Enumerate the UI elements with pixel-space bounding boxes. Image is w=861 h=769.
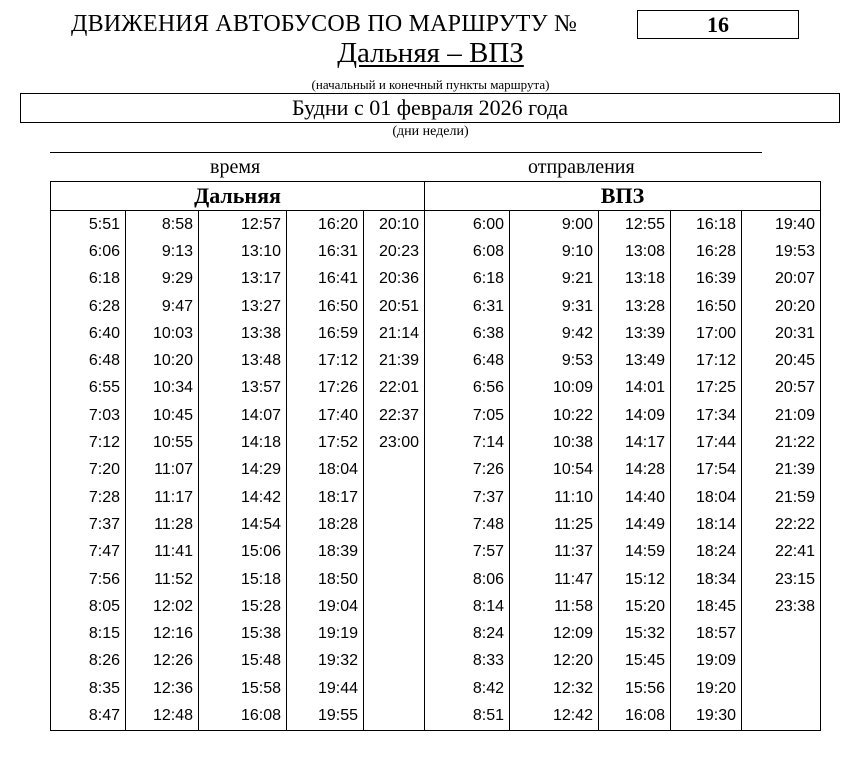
departure-time-cell: 23:00: [364, 429, 425, 456]
departure-time-cell: 18:24: [671, 539, 742, 566]
departure-time-cell: 8:05: [51, 593, 126, 620]
departure-time-cell: 12:48: [126, 702, 199, 730]
departure-time-cell: 7:26: [425, 457, 510, 484]
days-caption: (дни недели): [392, 124, 469, 139]
departure-time-cell: [364, 702, 425, 730]
departure-time-cell: 13:17: [199, 266, 287, 293]
departure-time-cell: 18:14: [671, 511, 742, 538]
departure-time-cell: 8:33: [425, 648, 510, 675]
departure-time-cell: 17:12: [287, 347, 364, 374]
departure-time-cell: [364, 648, 425, 675]
departure-time-cell: 8:58: [126, 211, 199, 239]
departure-time-cell: 17:00: [671, 320, 742, 347]
departure-time-cell: 16:50: [671, 293, 742, 320]
departure-time-cell: 14:29: [199, 457, 287, 484]
departure-time-cell: 15:12: [599, 566, 671, 593]
departure-time-cell: 13:38: [199, 320, 287, 347]
departure-time-cell: 18:34: [671, 566, 742, 593]
departure-time-cell: 8:15: [51, 620, 126, 647]
departure-time-cell: 15:20: [599, 593, 671, 620]
departure-time-cell: [364, 539, 425, 566]
table-row: [51, 293, 821, 320]
departure-time-cell: 10:22: [510, 402, 599, 429]
departure-time-cell: 19:55: [287, 702, 364, 730]
departure-time-cell: 21:39: [364, 347, 425, 374]
departure-time-cell: 18:57: [671, 620, 742, 647]
departure-time-cell: 10:55: [126, 429, 199, 456]
departure-time-cell: 10:34: [126, 375, 199, 402]
departure-time-cell: 7:37: [51, 511, 126, 538]
departure-time-cell: 8:06: [425, 566, 510, 593]
departure-time-cell: 21:59: [742, 484, 821, 511]
table-row: [51, 429, 821, 456]
departure-time-cell: 18:04: [287, 457, 364, 484]
departure-time-cell: 6:08: [425, 238, 510, 265]
departure-time-cell: 9:13: [126, 238, 199, 265]
departure-time-cell: 6:48: [425, 347, 510, 374]
departure-time-cell: [364, 511, 425, 538]
departure-time-cell: 12:32: [510, 675, 599, 702]
departure-time-cell: 7:03: [51, 402, 126, 429]
departure-time-cell: 10:09: [510, 375, 599, 402]
departure-time-cell: 19:09: [671, 648, 742, 675]
departure-time-cell: 18:45: [671, 593, 742, 620]
departure-time-cell: 9:29: [126, 266, 199, 293]
departure-time-cell: 20:45: [742, 347, 821, 374]
departure-time-cell: 19:20: [671, 675, 742, 702]
departure-time-cell: 11:41: [126, 539, 199, 566]
departure-time-cell: 22:01: [364, 375, 425, 402]
departure-time-cell: 20:57: [742, 375, 821, 402]
departure-time-cell: 8:42: [425, 675, 510, 702]
departure-time-cell: 16:18: [671, 211, 742, 239]
departure-time-cell: 12:09: [510, 620, 599, 647]
departure-time-cell: 6:48: [51, 347, 126, 374]
departure-time-cell: 9:10: [510, 238, 599, 265]
stop-header-dalnyaya: Дальняя: [51, 182, 425, 211]
departure-time-cell: 7:28: [51, 484, 126, 511]
departure-time-cell: 14:49: [599, 511, 671, 538]
departure-time-cell: 17:25: [671, 375, 742, 402]
departure-time-cell: 11:52: [126, 566, 199, 593]
departure-time-cell: 15:18: [199, 566, 287, 593]
departure-time-cell: [364, 593, 425, 620]
departure-time-cell: 10:38: [510, 429, 599, 456]
table-row: [51, 620, 821, 647]
departure-time-cell: 16:41: [287, 266, 364, 293]
departure-time-cell: 15:45: [599, 648, 671, 675]
departure-time-cell: 5:51: [51, 211, 126, 239]
departure-time-cell: 15:38: [199, 620, 287, 647]
timetable-body: [51, 211, 821, 731]
departure-time-cell: 8:47: [51, 702, 126, 730]
departure-time-cell: 12:20: [510, 648, 599, 675]
departure-time-cell: 17:26: [287, 375, 364, 402]
departure-time-cell: 10:54: [510, 457, 599, 484]
departure-time-cell: 6:38: [425, 320, 510, 347]
departure-time-cell: 14:28: [599, 457, 671, 484]
departure-time-cell: 11:17: [126, 484, 199, 511]
departure-time-cell: 12:42: [510, 702, 599, 730]
departure-time-cell: 23:38: [742, 593, 821, 620]
departure-time-cell: [364, 620, 425, 647]
departure-time-cell: 10:03: [126, 320, 199, 347]
timetable: [50, 181, 821, 731]
departure-time-cell: 13:48: [199, 347, 287, 374]
departure-time-cell: 19:40: [742, 211, 821, 239]
departure-time-cell: 14:09: [599, 402, 671, 429]
departure-time-cell: 8:35: [51, 675, 126, 702]
table-row: [51, 511, 821, 538]
departure-time-cell: 12:26: [126, 648, 199, 675]
departure-time-cell: 10:20: [126, 347, 199, 374]
departure-time-cell: 16:39: [671, 266, 742, 293]
departure-time-cell: 13:49: [599, 347, 671, 374]
departure-time-cell: 17:44: [671, 429, 742, 456]
stop-header-vpz: ВПЗ: [425, 182, 821, 211]
departure-time-cell: 6:18: [425, 266, 510, 293]
departure-time-cell: 11:47: [510, 566, 599, 593]
table-row: [51, 702, 821, 730]
departure-time-cell: 11:07: [126, 457, 199, 484]
table-row: [51, 566, 821, 593]
departure-time-cell: 15:48: [199, 648, 287, 675]
departure-time-cell: 11:58: [510, 593, 599, 620]
departure-time-cell: 19:53: [742, 238, 821, 265]
departure-time-cell: 16:08: [599, 702, 671, 730]
departure-time-cell: 7:12: [51, 429, 126, 456]
departure-time-cell: 6:31: [425, 293, 510, 320]
departure-time-cell: 19:30: [671, 702, 742, 730]
departure-time-cell: 7:56: [51, 566, 126, 593]
departure-time-cell: 6:40: [51, 320, 126, 347]
departure-time-cell: 6:28: [51, 293, 126, 320]
departure-time-cell: 18:39: [287, 539, 364, 566]
route-caption: (начальный и конечный пункты маршрута): [311, 77, 550, 92]
departure-time-cell: 12:16: [126, 620, 199, 647]
table-row: [51, 347, 821, 374]
departure-time-cell: 19:44: [287, 675, 364, 702]
departure-time-cell: 11:37: [510, 539, 599, 566]
table-row: [51, 675, 821, 702]
departure-time-cell: 11:25: [510, 511, 599, 538]
header-divider: [50, 152, 762, 153]
departure-time-cell: 12:02: [126, 593, 199, 620]
departure-time-cell: 13:28: [599, 293, 671, 320]
departure-time-cell: [364, 484, 425, 511]
departure-time-cell: 19:19: [287, 620, 364, 647]
departure-time-cell: 13:39: [599, 320, 671, 347]
label-time: время: [210, 156, 261, 178]
departure-time-cell: 12:55: [599, 211, 671, 239]
table-row: [51, 484, 821, 511]
departure-time-cell: 20:07: [742, 266, 821, 293]
departure-time-cell: 14:07: [199, 402, 287, 429]
departure-time-cell: 15:58: [199, 675, 287, 702]
departure-time-cell: [742, 702, 821, 730]
departure-time-cell: 15:06: [199, 539, 287, 566]
departure-time-cell: 17:12: [671, 347, 742, 374]
table-row: [51, 457, 821, 484]
departure-time-cell: 9:47: [126, 293, 199, 320]
departure-time-cell: [742, 648, 821, 675]
departure-time-cell: 16:50: [287, 293, 364, 320]
departure-time-cell: 8:51: [425, 702, 510, 730]
departure-time-cell: 19:04: [287, 593, 364, 620]
departure-time-cell: 13:18: [599, 266, 671, 293]
departure-time-cell: 14:18: [199, 429, 287, 456]
departure-time-cell: 19:32: [287, 648, 364, 675]
departure-time-cell: 16:28: [671, 238, 742, 265]
departure-time-cell: [742, 675, 821, 702]
departure-time-cell: 16:08: [199, 702, 287, 730]
departure-time-cell: 11:28: [126, 511, 199, 538]
table-row: [51, 648, 821, 675]
departure-time-cell: 21:09: [742, 402, 821, 429]
route-number: 16: [637, 10, 799, 39]
departure-time-cell: 12:57: [199, 211, 287, 239]
table-row: [51, 375, 821, 402]
table-row: [51, 320, 821, 347]
departure-time-cell: 15:56: [599, 675, 671, 702]
departure-time-cell: 8:24: [425, 620, 510, 647]
departure-time-cell: 18:28: [287, 511, 364, 538]
departure-time-cell: 14:54: [199, 511, 287, 538]
route-name: Дальняя – ВПЗ: [337, 37, 524, 69]
departure-time-cell: 10:45: [126, 402, 199, 429]
departure-time-cell: 22:37: [364, 402, 425, 429]
departure-time-cell: 20:51: [364, 293, 425, 320]
departure-time-cell: 17:54: [671, 457, 742, 484]
departure-time-cell: 7:37: [425, 484, 510, 511]
departure-time-cell: 16:31: [287, 238, 364, 265]
departure-time-cell: 7:14: [425, 429, 510, 456]
departure-time-cell: 21:14: [364, 320, 425, 347]
days-label: Будни с 01 февраля 2026 года: [20, 93, 840, 123]
departure-time-cell: 7:48: [425, 511, 510, 538]
departure-time-cell: 15:32: [599, 620, 671, 647]
departure-time-cell: 7:57: [425, 539, 510, 566]
departure-time-cell: 9:42: [510, 320, 599, 347]
departure-time-cell: 20:20: [742, 293, 821, 320]
departure-time-cell: 6:06: [51, 238, 126, 265]
departure-time-cell: 6:56: [425, 375, 510, 402]
departure-time-cell: 9:53: [510, 347, 599, 374]
departure-time-cell: 13:27: [199, 293, 287, 320]
departure-time-cell: 7:20: [51, 457, 126, 484]
departure-time-cell: 20:23: [364, 238, 425, 265]
departure-time-cell: 18:50: [287, 566, 364, 593]
departure-time-cell: 18:04: [671, 484, 742, 511]
departure-time-cell: 22:22: [742, 511, 821, 538]
departure-time-cell: 6:18: [51, 266, 126, 293]
departure-time-cell: 14:17: [599, 429, 671, 456]
departure-time-cell: 14:42: [199, 484, 287, 511]
departure-time-cell: 14:01: [599, 375, 671, 402]
departure-time-cell: [364, 457, 425, 484]
departure-time-cell: 8:26: [51, 648, 126, 675]
table-row: [51, 539, 821, 566]
departure-time-cell: [742, 620, 821, 647]
departure-time-cell: 9:31: [510, 293, 599, 320]
departure-time-cell: 17:34: [671, 402, 742, 429]
departure-time-cell: 6:00: [425, 211, 510, 239]
departure-time-cell: 13:08: [599, 238, 671, 265]
schedule-title: ДВИЖЕНИЯ АВТОБУСОВ ПО МАРШРУТУ №: [71, 11, 578, 37]
departure-time-cell: 13:57: [199, 375, 287, 402]
departure-time-cell: 6:55: [51, 375, 126, 402]
departure-time-cell: 21:22: [742, 429, 821, 456]
departure-time-cell: 18:17: [287, 484, 364, 511]
departure-time-cell: 11:10: [510, 484, 599, 511]
departure-time-cell: 8:14: [425, 593, 510, 620]
departure-time-cell: 16:20: [287, 211, 364, 239]
departure-time-cell: 14:59: [599, 539, 671, 566]
departure-time-cell: 12:36: [126, 675, 199, 702]
departure-time-cell: 13:10: [199, 238, 287, 265]
table-row: [51, 266, 821, 293]
departure-time-cell: 17:40: [287, 402, 364, 429]
departure-time-cell: 16:59: [287, 320, 364, 347]
departure-time-cell: 14:40: [599, 484, 671, 511]
departure-time-cell: 21:39: [742, 457, 821, 484]
table-row: [51, 402, 821, 429]
departure-time-cell: 20:31: [742, 320, 821, 347]
departure-time-cell: 23:15: [742, 566, 821, 593]
departure-time-cell: 20:10: [364, 211, 425, 239]
label-departure: отправления: [528, 156, 635, 178]
departure-time-cell: 15:28: [199, 593, 287, 620]
table-row: [51, 211, 821, 239]
departure-time-cell: [364, 566, 425, 593]
departure-time-cell: 7:47: [51, 539, 126, 566]
departure-time-cell: [364, 675, 425, 702]
table-row: [51, 238, 821, 265]
departure-time-cell: 17:52: [287, 429, 364, 456]
departure-time-cell: 20:36: [364, 266, 425, 293]
table-row: [51, 593, 821, 620]
departure-time-cell: 9:00: [510, 211, 599, 239]
departure-time-cell: 9:21: [510, 266, 599, 293]
departure-time-cell: 22:41: [742, 539, 821, 566]
departure-time-cell: 7:05: [425, 402, 510, 429]
